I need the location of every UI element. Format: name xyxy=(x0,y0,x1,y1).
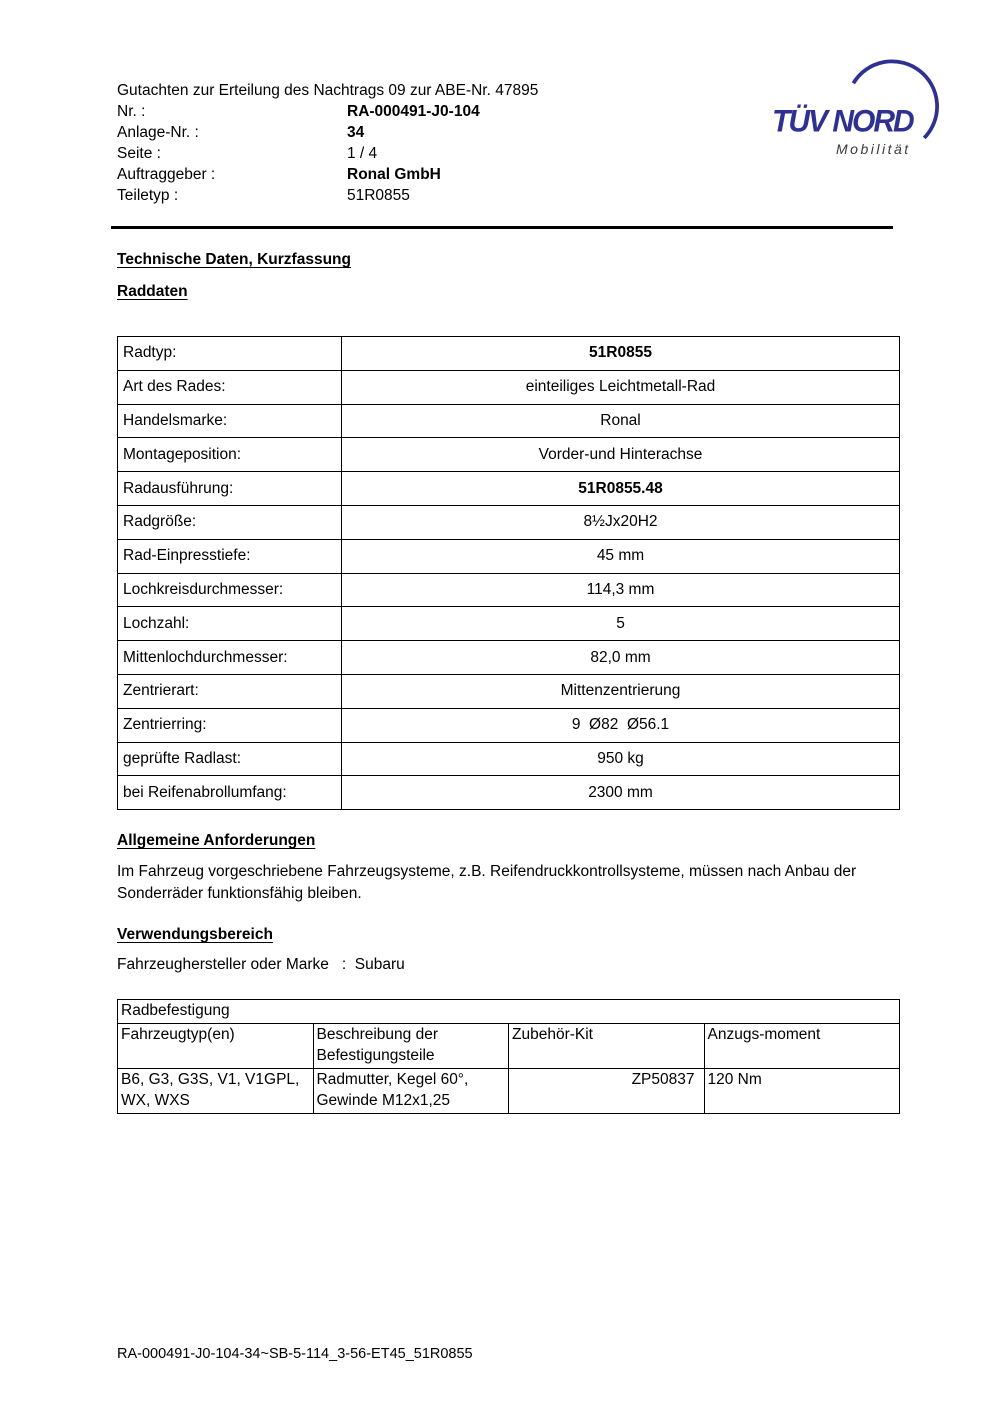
table-row xyxy=(118,607,900,641)
row-label: Lochzahl: xyxy=(118,607,342,641)
row-value: 45 mm xyxy=(342,539,900,573)
field-label: Teiletyp : xyxy=(117,187,179,204)
row-value: 114,3 mm xyxy=(342,573,900,607)
table-row xyxy=(118,370,900,404)
header-field-auftraggeber xyxy=(117,164,757,185)
heading-allgemeine-anforderungen: Allgemeine Anforderungen xyxy=(117,832,316,849)
row-label: bei Reifenabrollumfang: xyxy=(118,776,342,810)
heading-verwendungsbereich: Verwendungsbereich xyxy=(117,926,273,943)
row-value: 51R0855.48 xyxy=(342,472,900,506)
logo-brand-text: TÜV NORD xyxy=(772,104,913,139)
column-header: Anzugs-moment xyxy=(704,1024,900,1069)
row-value: 82,0 mm xyxy=(342,641,900,675)
row-label: Art des Rades: xyxy=(118,370,342,404)
table-row xyxy=(118,742,900,776)
logo-subtitle-text: Mobilität xyxy=(836,141,911,157)
row-label: geprüfte Radlast: xyxy=(118,742,342,776)
header-field-teiletyp xyxy=(117,185,757,206)
table-header-row xyxy=(118,1024,900,1069)
table-row xyxy=(118,505,900,539)
row-label: Mittenlochdurchmesser: xyxy=(118,641,342,675)
field-label: Nr. : xyxy=(117,103,146,120)
field-label: Anlage-Nr. : xyxy=(117,124,199,141)
column-header: Zubehör-Kit xyxy=(509,1024,705,1069)
row-label: Zentrierring: xyxy=(118,708,342,742)
header-field-anlage xyxy=(117,122,757,143)
column-header: Beschreibung der Befestigungsteile xyxy=(313,1024,509,1069)
table-title: Radbefestigung xyxy=(118,1000,900,1024)
row-value: 9 Ø82 Ø56.1 xyxy=(342,708,900,742)
heading-raddaten: Raddaten xyxy=(117,283,188,300)
row-value: Mittenzentrierung xyxy=(342,674,900,708)
table-row xyxy=(118,438,900,472)
row-label: Radgröße: xyxy=(118,505,342,539)
table-title-row xyxy=(118,1000,900,1024)
row-value: 5 xyxy=(342,607,900,641)
table-row xyxy=(118,776,900,810)
row-label: Radtyp: xyxy=(118,337,342,371)
allgemeine-anforderungen-text: Im Fahrzeug vorgeschriebene Fahrzeugsysteme, z.B. Reifendruckkontrollsysteme, müssen nach Anbau der Sonderräder funktionsfähig bleiben. xyxy=(117,863,857,902)
table-row xyxy=(118,573,900,607)
field-value: 51R0855 xyxy=(347,187,410,204)
field-value: 1 / 4 xyxy=(347,145,378,162)
column-header: Fahrzeugtyp(en) xyxy=(118,1024,314,1069)
heading-technische-daten: Technische Daten, Kurzfassung xyxy=(117,251,351,268)
cell-fahrzeugtyp: B6, G3, G3S, V1, V1GPL, WX, WXS xyxy=(118,1069,314,1114)
row-value: 51R0855 xyxy=(342,337,900,371)
row-value: 950 kg xyxy=(342,742,900,776)
radbefestigung-table xyxy=(117,999,900,1114)
table-row xyxy=(118,1069,900,1114)
table-row xyxy=(118,404,900,438)
row-label: Zentrierart: xyxy=(118,674,342,708)
document-title: Gutachten zur Erteilung des Nachtrags 09 zur ABE-Nr. 47895 xyxy=(117,82,539,99)
row-value: einteiliges Leichtmetall-Rad xyxy=(342,370,900,404)
table-row xyxy=(118,539,900,573)
field-label: Seite : xyxy=(117,145,161,162)
row-value: 8½Jx20H2 xyxy=(342,505,900,539)
fahrzeughersteller-line: Fahrzeughersteller oder Marke : Subaru xyxy=(117,956,405,973)
field-value: Ronal GmbH xyxy=(347,166,441,183)
field-value: RA-000491-J0-104 xyxy=(347,103,480,120)
field-label: Auftraggeber : xyxy=(117,166,216,183)
footer-reference: RA-000491-J0-104-34~SB-5-114_3-56-ET45_51R0855 xyxy=(117,1346,473,1362)
cell-zubehoer-kit: ZP50837 xyxy=(509,1069,705,1114)
table-row xyxy=(118,641,900,675)
row-value: 2300 mm xyxy=(342,776,900,810)
table-row xyxy=(118,674,900,708)
cell-anzugsmoment: 120 Nm xyxy=(704,1069,900,1114)
field-value: 34 xyxy=(347,124,365,141)
cell-beschreibung: Radmutter, Kegel 60°, Gewinde M12x1,25 xyxy=(313,1069,509,1114)
table-row xyxy=(118,472,900,506)
header-field-nr xyxy=(117,101,757,122)
table-row xyxy=(118,337,900,371)
row-label: Radausführung: xyxy=(118,472,342,506)
row-value: Ronal xyxy=(342,404,900,438)
header-divider-rule xyxy=(111,226,893,229)
header-field-seite xyxy=(117,143,757,164)
row-label: Handelsmarke: xyxy=(118,404,342,438)
table-row xyxy=(118,708,900,742)
row-label: Lochkreisdurchmesser: xyxy=(118,573,342,607)
tuev-nord-logo xyxy=(760,48,960,173)
row-value: Vorder-und Hinterachse xyxy=(342,438,900,472)
raddaten-table xyxy=(117,336,900,810)
row-label: Montageposition: xyxy=(118,438,342,472)
document-header xyxy=(117,80,757,206)
row-label: Rad-Einpresstiefe: xyxy=(118,539,342,573)
